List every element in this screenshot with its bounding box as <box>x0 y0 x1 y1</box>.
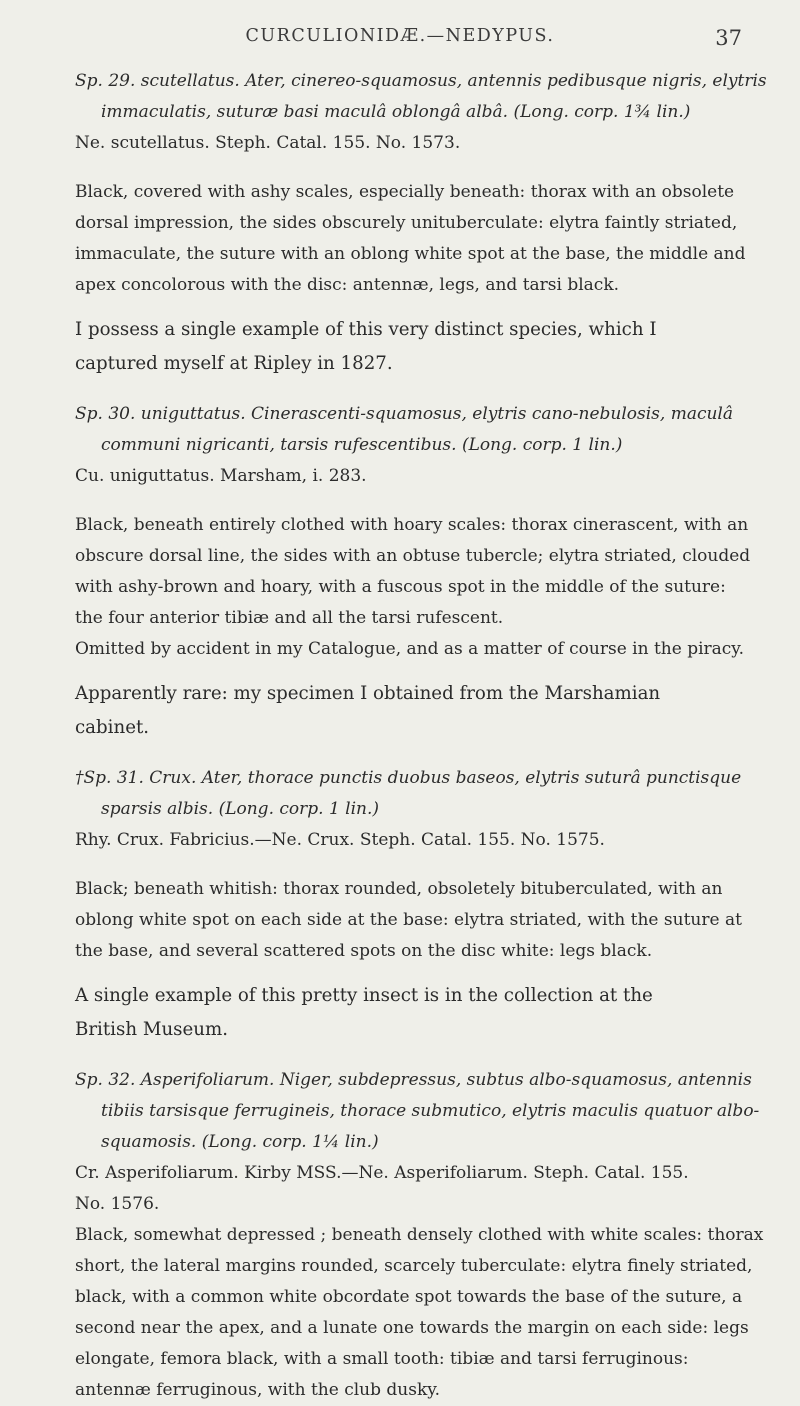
description-line: dorsal impression, the sides obscurely unituberculate: elytra faintly striated, <box>75 213 738 233</box>
species-entry-line: †Sp. 31. Crux. Ater, thorace punctis duobus baseos, elytris suturâ punctisque <box>75 768 742 788</box>
entry-wrap <box>75 1096 760 1127</box>
paragraph-gap <box>75 159 743 177</box>
entry-wrap <box>75 66 767 97</box>
description-line: obscure dorsal line, the sides with an obtuse tubercle; elytra striated, clouded <box>75 546 751 566</box>
description-line: with ashy-brown and hoary, with a fuscous spot in the middle of the suture: <box>75 577 726 597</box>
description-line: antennæ ferruginous, with the club dusky. <box>75 1380 441 1400</box>
description-line: apex concolorous with the disc: antennæ, legs, and tarsi black. <box>75 275 620 295</box>
species-entry-line: sparsis albis. (Long. corp. 1 lin.) <box>101 799 380 819</box>
entry-wrap <box>75 430 743 461</box>
description-line: Black, beneath entirely clothed with hoary scales: thorax cinerascent, with an <box>75 515 749 535</box>
description-line: short, the lateral margins rounded, scarcely tuberculate: elytra finely striated, <box>75 1256 753 1276</box>
paragraph-gap <box>75 856 743 874</box>
running-head: CURCULIONIDÆ.—NEDYPUS. <box>245 26 555 46</box>
description-line: the four anterior tibiæ and all the tarsi rufescent. <box>75 608 504 628</box>
note-line: A single example of this pretty insect is in the collection at the <box>75 985 653 1006</box>
entry-wrap <box>75 763 743 794</box>
paragraph-gap <box>75 492 743 510</box>
species-entry-line: Sp. 30. uniguttatus. Cinerascenti-squamosus, elytris cano-nebulosis, maculâ <box>75 404 733 424</box>
paragraph-gap <box>75 745 743 763</box>
description-line: immaculate, the suture with an oblong white spot at the base, the middle and <box>75 244 746 264</box>
entry-wrap <box>75 1127 743 1158</box>
species-entry-line: Sp. 29. scutellatus. Ater, cinereo-squamosus, antennis pedibusque nigris, elytris <box>75 71 767 91</box>
page-header <box>0 26 800 66</box>
synonym-line: Ne. scutellatus. Steph. Catal. 155. No. 1573. <box>75 133 461 153</box>
species-entry-line: communi nigricanti, tarsis rufescentibus. (Long. corp. 1 lin.) <box>101 435 623 455</box>
paragraph-gap <box>75 301 743 313</box>
note-line: cabinet. <box>75 717 150 738</box>
note-line: captured myself at Ripley in 1827. <box>75 353 393 374</box>
synonym-line: Rhy. Crux. Fabricius.—Ne. Crux. Steph. Catal. 155. No. 1575. <box>75 830 605 850</box>
synonym-line: Cu. uniguttatus. Marsham, i. 283. <box>75 466 367 486</box>
paragraph-gap <box>75 967 743 979</box>
note-line: Apparently rare: my specimen I obtained from the Marshamian <box>75 683 661 704</box>
description-line: elongate, femora black, with a small tooth: tibiæ and tarsi ferruginous: <box>75 1349 689 1369</box>
species-entry-line: squamosis. (Long. corp. 1¼ lin.) <box>101 1132 379 1152</box>
entry-wrap <box>75 97 743 128</box>
description-line: Black, covered with ashy scales, especially beneath: thorax with an obsolete <box>75 182 735 202</box>
description-line: Black; beneath whitish: thorax rounded, obsoletely bituberculated, with an <box>75 879 723 899</box>
species-entry-line: Sp. 32. Asperifoliarum. Niger, subdepressus, subtus albo-squamosus, antennis <box>75 1070 752 1090</box>
note-line: British Museum. <box>75 1019 229 1040</box>
synonym-line: No. 1576. <box>75 1194 160 1214</box>
page-body <box>75 66 767 1406</box>
description-line: Black, somewhat depressed ; beneath densely clothed with white scales: thorax <box>75 1225 764 1245</box>
page-number: 37 <box>715 26 742 50</box>
paragraph-gap <box>75 665 743 677</box>
synonym-line: Cr. Asperifoliarum. Kirby MSS.—Ne. Asperifoliarum. Steph. Catal. 155. <box>75 1163 689 1183</box>
paragraph-gap <box>75 381 743 399</box>
description-line: Omitted by accident in my Catalogue, and as a matter of course in the piracy. <box>75 639 745 659</box>
description-line: black, with a common white obcordate spot towards the base of the suture, a <box>75 1287 743 1307</box>
entry-wrap <box>75 399 743 430</box>
note-line: I possess a single example of this very distinct species, which I <box>75 319 657 340</box>
entry-wrap <box>75 794 743 825</box>
paragraph-gap <box>75 1047 743 1065</box>
description-line: the base, and several scattered spots on the disc white: legs black. <box>75 941 653 961</box>
species-entry-line: immaculatis, suturæ basi maculâ oblongâ albâ. (Long. corp. 1¾ lin.) <box>101 102 691 122</box>
entry-wrap <box>75 1065 752 1096</box>
description-line: oblong white spot on each side at the base: elytra striated, with the suture at <box>75 910 742 930</box>
species-entry-line: tibiis tarsisque ferrugineis, thorace submutico, elytris maculis quatuor albo- <box>101 1101 760 1121</box>
description-line: second near the apex, and a lunate one towards the margin on each side: legs <box>75 1318 749 1338</box>
